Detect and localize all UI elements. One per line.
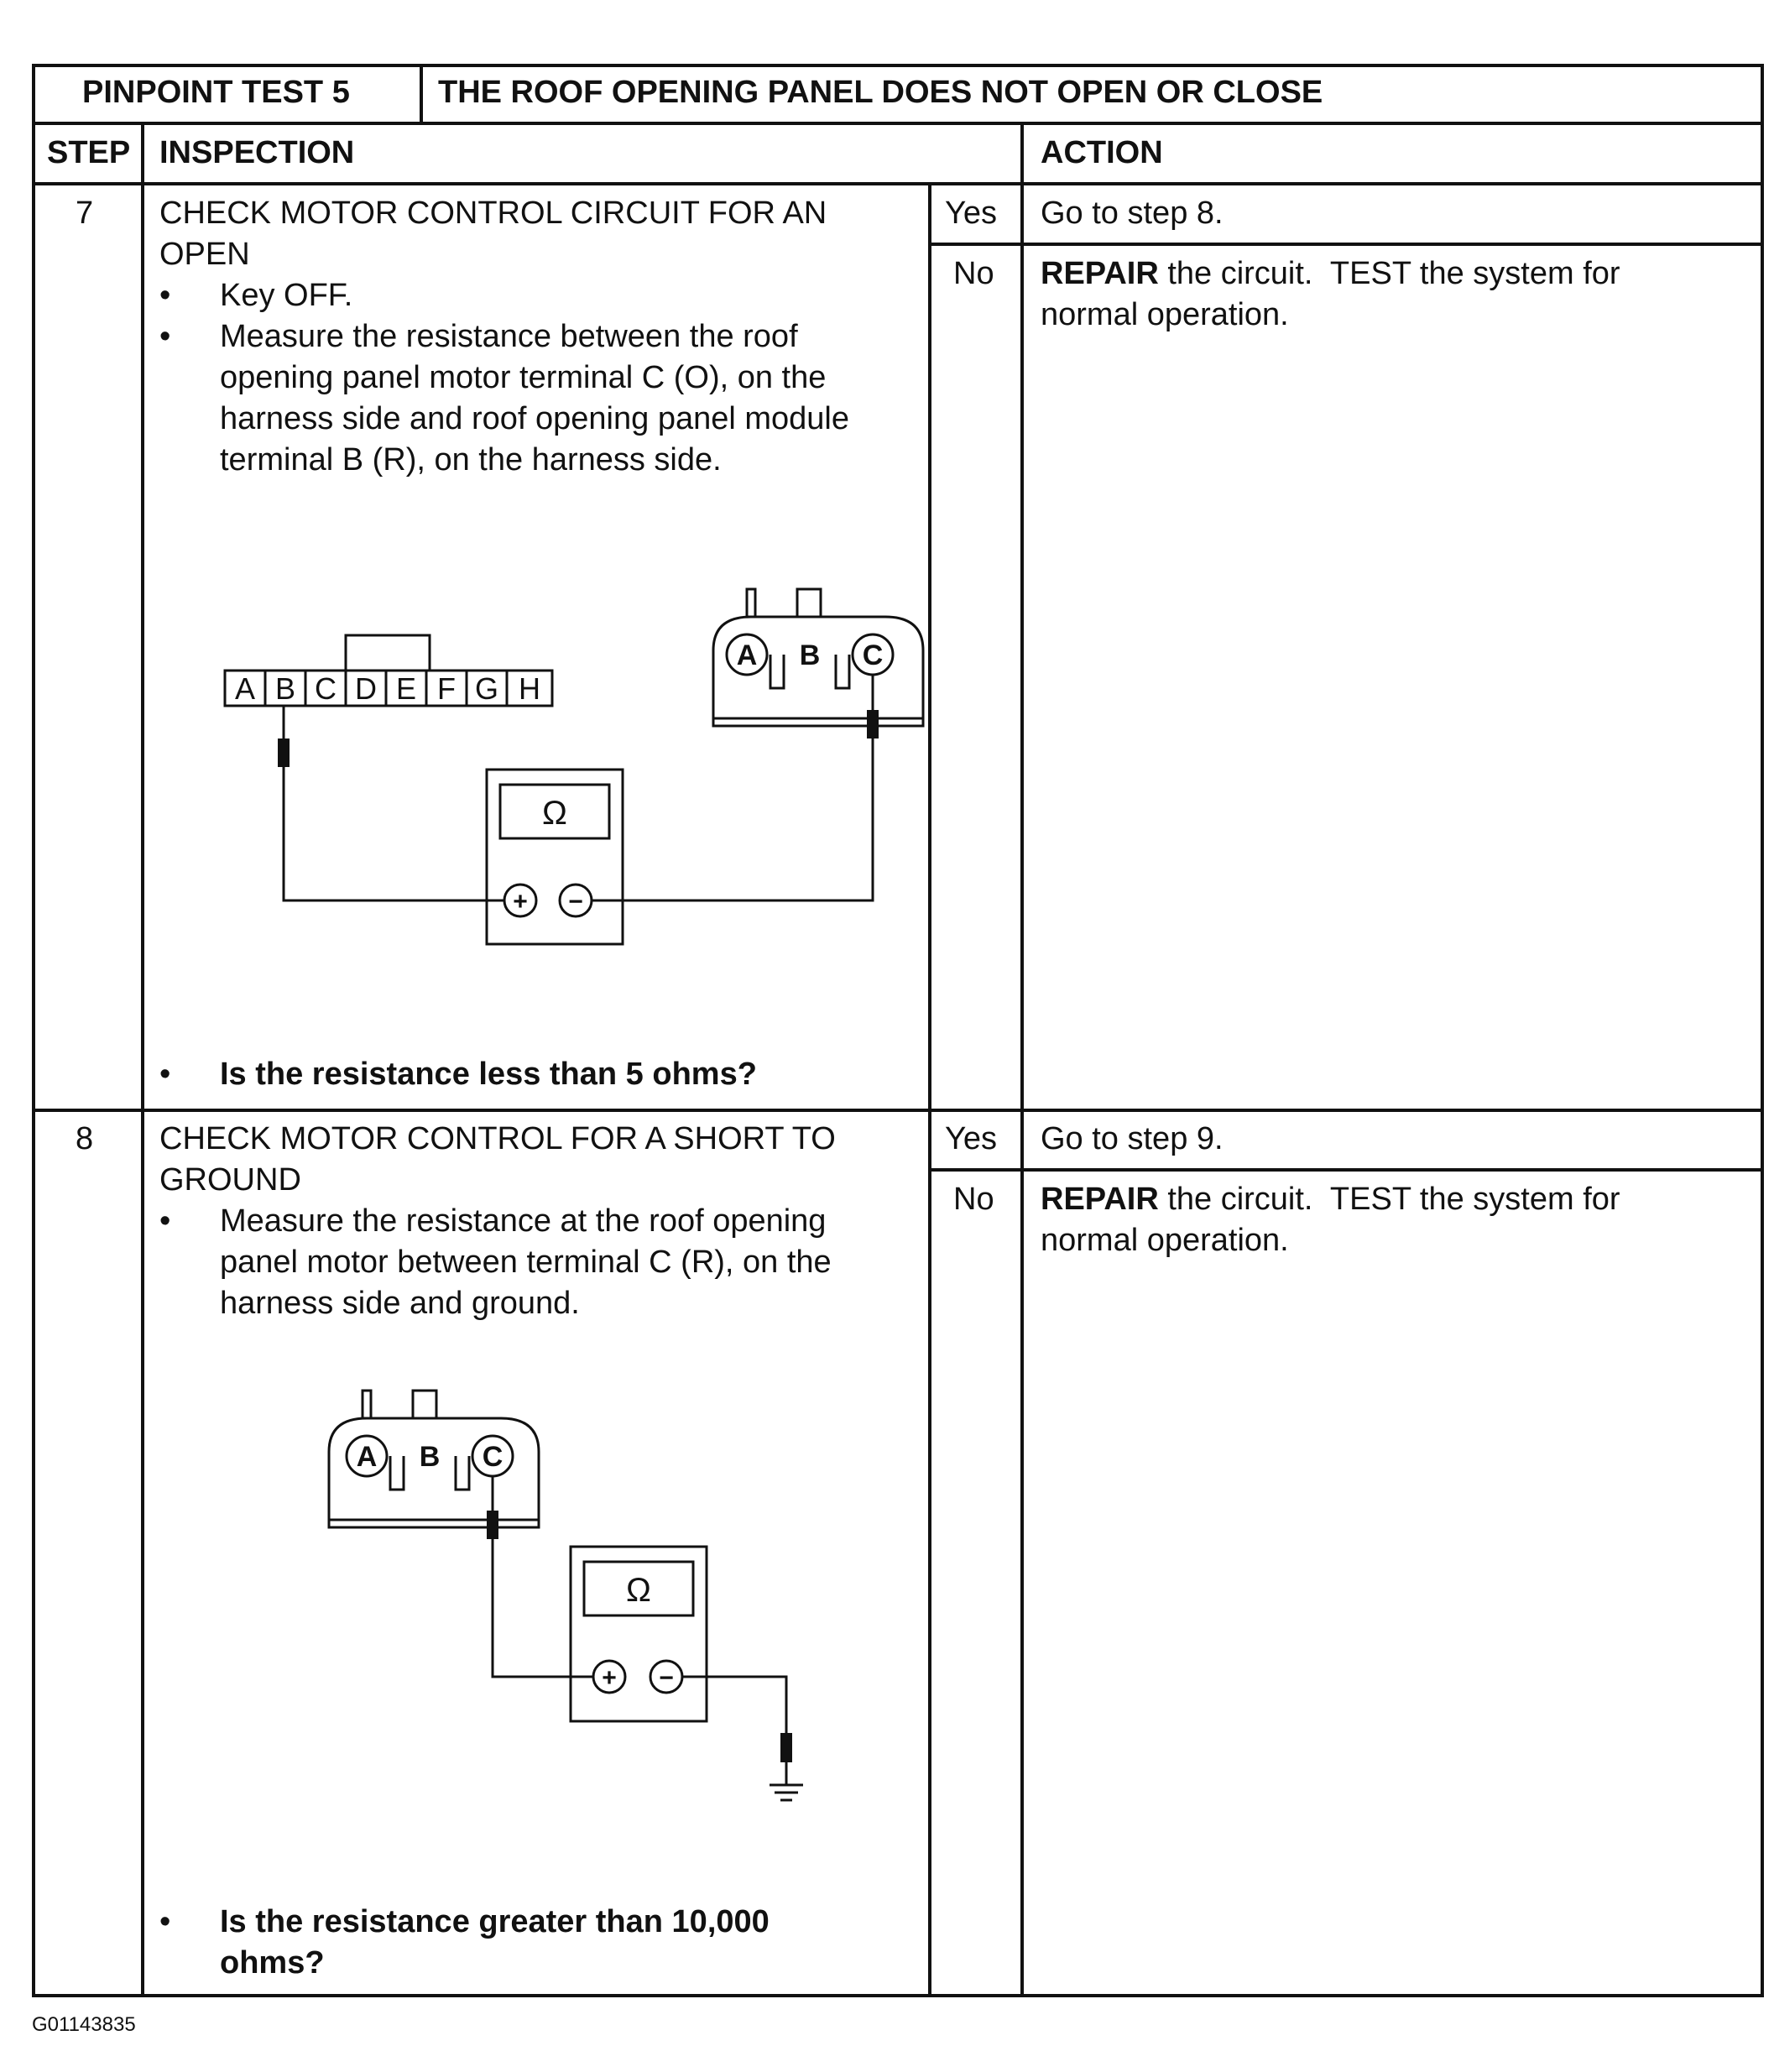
- bullet-measure-line3: harness side and ground.: [220, 1286, 580, 1321]
- step-title-line1: CHECK MOTOR CONTROL CIRCUIT FOR AN: [159, 196, 827, 231]
- motor-connector-body: [713, 617, 923, 726]
- module-pin-label: G: [474, 671, 499, 706]
- bullet-dot: •: [159, 319, 171, 354]
- result-action-line: [1020, 123, 1024, 1997]
- test-label: PINPOINT TEST 5: [82, 75, 350, 110]
- plus-symbol: +: [602, 1664, 617, 1692]
- minus-symbol: −: [568, 888, 583, 916]
- motor-pin-label: A: [356, 1441, 378, 1473]
- step-title-line2: OPEN: [159, 237, 250, 272]
- yes-label: Yes: [945, 1121, 997, 1156]
- bullet-dot: •: [159, 1057, 171, 1092]
- module-pin-label: E: [395, 671, 417, 706]
- repair-keyword: REPAIR: [1041, 256, 1159, 291]
- negative-lead: [592, 739, 873, 900]
- bullet-measure-line1: Measure the resistance at the roof opening: [220, 1203, 827, 1239]
- figure-id: G01143835: [32, 2013, 136, 2036]
- plus-symbol: +: [513, 888, 528, 916]
- step8-yes-divider: [928, 1168, 1764, 1172]
- motor-pin-label: B: [419, 1441, 441, 1473]
- header-divider: [32, 122, 1764, 125]
- motor-probe: [867, 710, 879, 739]
- motor-pin-label: B: [799, 639, 821, 671]
- ground-probe: [780, 1733, 792, 1762]
- yes-label: Yes: [945, 196, 997, 231]
- module-pin-label: A: [234, 671, 256, 706]
- bullet-measure-line4: terminal B (R), on the harness side.: [220, 442, 722, 478]
- repair-keyword: REPAIR: [1041, 1182, 1159, 1217]
- test-title: THE ROOF OPENING PANEL DOES NOT OPEN OR CLOSE: [438, 75, 1323, 110]
- no-action-line2: normal operation.: [1041, 1223, 1289, 1258]
- step-question-line1: Is the resistance greater than 10,000: [220, 1904, 770, 1939]
- module-connector-body: [225, 671, 552, 706]
- no-label: No: [953, 256, 994, 291]
- step7-wiring-diagram: [210, 571, 931, 973]
- step-column-header: STEP: [47, 135, 131, 170]
- ground-lead: [682, 1677, 786, 1733]
- motor-connector-body: [329, 1418, 539, 1527]
- table-border-top: [32, 64, 1764, 67]
- positive-lead: [493, 1532, 593, 1677]
- bullet-dot: •: [159, 1203, 171, 1239]
- module-pin-label: D: [355, 671, 377, 706]
- column-header-divider: [32, 182, 1764, 185]
- no-action-text: the circuit. TEST the system for: [1158, 256, 1620, 291]
- inspection-column-header: INSPECTION: [159, 135, 355, 170]
- bullet-measure-line2: opening panel motor terminal C (O), on the: [220, 360, 827, 395]
- action-column-header: ACTION: [1041, 135, 1163, 170]
- header-split-line: [420, 64, 423, 123]
- motor-pin-label: C: [482, 1441, 504, 1473]
- no-action-line2: normal operation.: [1041, 297, 1289, 332]
- module-pin-label: B: [274, 671, 296, 706]
- positive-lead: [284, 739, 504, 900]
- module-connector-latch: [346, 635, 430, 671]
- table-border-left: [32, 64, 35, 1997]
- step-number: 7: [76, 196, 94, 231]
- no-action-text: the circuit. TEST the system for: [1158, 1182, 1620, 1217]
- table-border-bottom: [32, 1994, 1764, 1997]
- yes-action: Go to step 9.: [1041, 1121, 1224, 1156]
- step-question: Is the resistance less than 5 ohms?: [220, 1057, 757, 1092]
- step-title-line1: CHECK MOTOR CONTROL FOR A SHORT TO: [159, 1121, 836, 1156]
- bullet-dot: •: [159, 1904, 171, 1939]
- yes-action: Go to step 8.: [1041, 196, 1224, 231]
- bullet-measure-line2: panel motor between terminal C (R), on the: [220, 1245, 832, 1280]
- ohm-symbol: Ω: [626, 1572, 651, 1609]
- motor-pin-label: A: [736, 639, 758, 671]
- no-label: No: [953, 1182, 994, 1217]
- step7-yes-divider: [928, 243, 1764, 246]
- no-action-line1: [1041, 1179, 1620, 1219]
- step8-wiring-diagram: [319, 1376, 822, 1846]
- motor-pin-label: C: [862, 639, 884, 671]
- no-action-line1: [1041, 253, 1620, 294]
- step-number: 8: [76, 1121, 94, 1156]
- module-pin-label: H: [519, 671, 540, 706]
- minus-symbol: −: [659, 1664, 674, 1692]
- bullet-measure-line3: harness side and roof opening panel module: [220, 401, 849, 436]
- bullet-dot: •: [159, 278, 171, 313]
- step-question-line2: ohms?: [220, 1945, 325, 1981]
- table-border-right: [1761, 64, 1764, 1997]
- step-divider: [32, 1109, 1764, 1112]
- bullet-key-off: Key OFF.: [220, 278, 353, 313]
- step-column-line: [141, 123, 144, 1997]
- module-pin-label: C: [315, 671, 337, 706]
- module-pin-label: F: [437, 671, 456, 706]
- step-title-line2: GROUND: [159, 1162, 301, 1198]
- module-probe: [278, 739, 290, 767]
- inspection-result-line: [928, 184, 931, 1997]
- bullet-measure-line1: Measure the resistance between the roof: [220, 319, 798, 354]
- motor-probe: [487, 1511, 498, 1539]
- ohm-symbol: Ω: [542, 795, 567, 832]
